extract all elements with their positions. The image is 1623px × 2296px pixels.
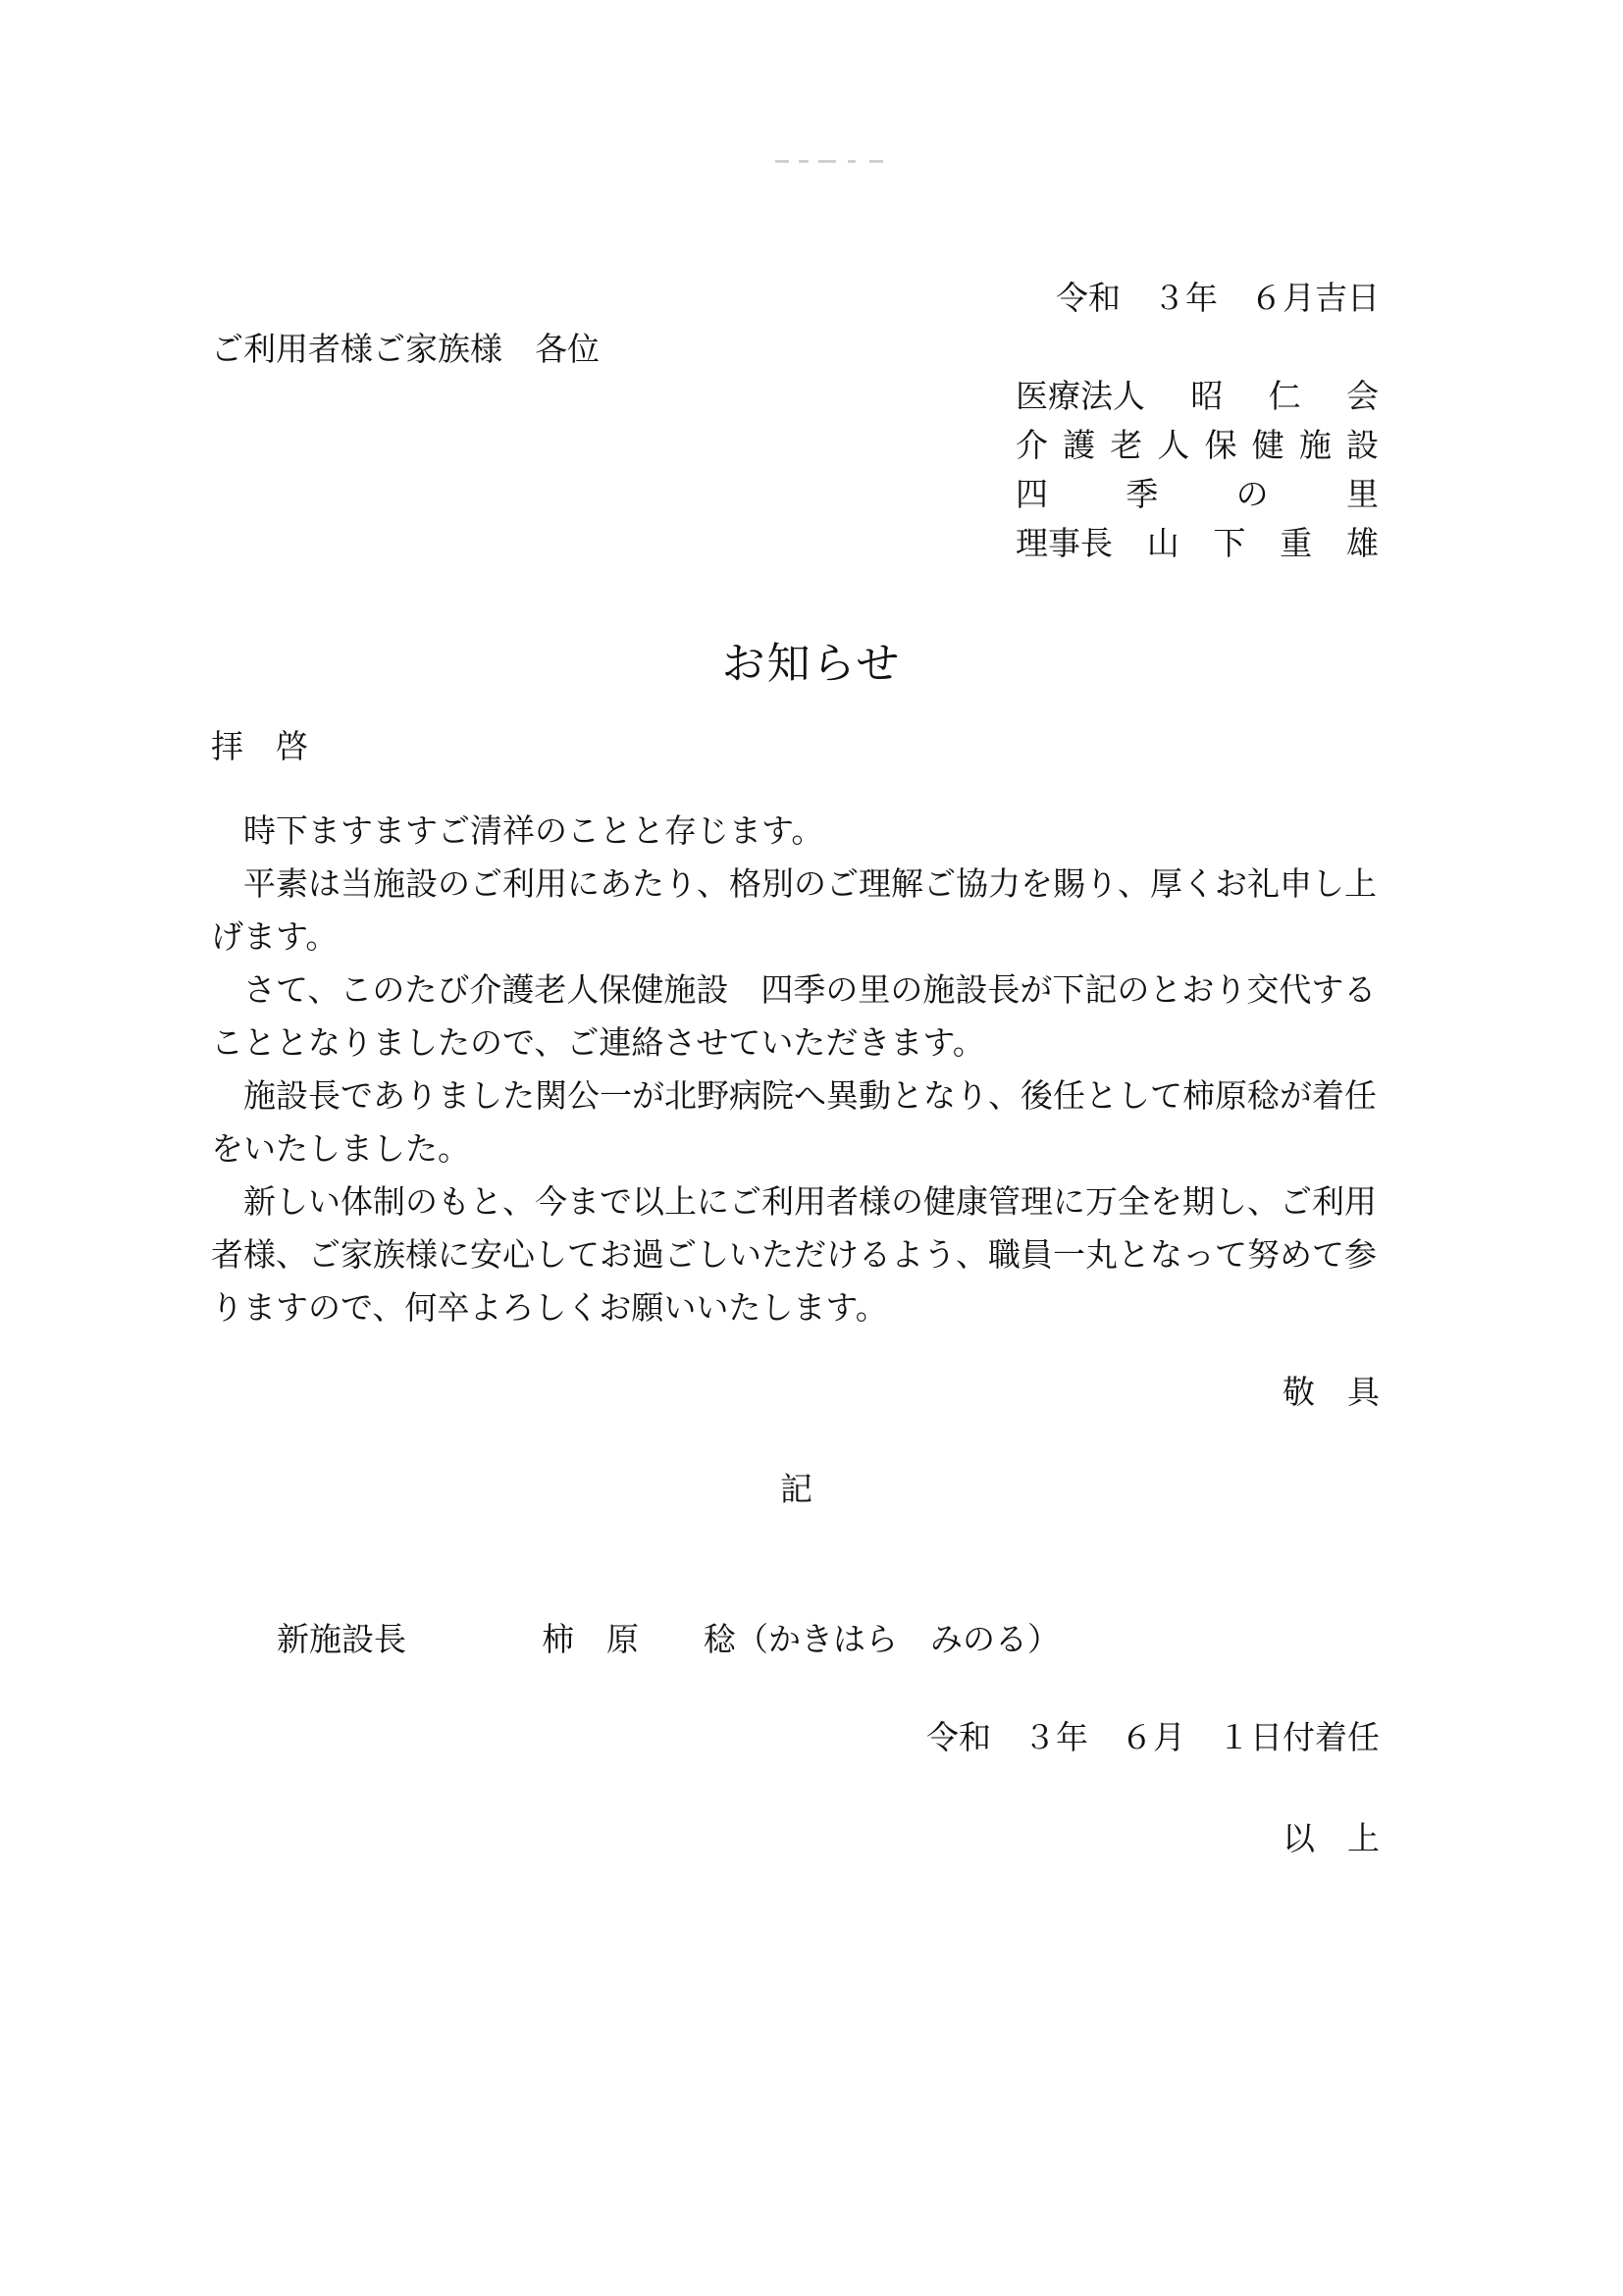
sender-chairman-title: 理事長 <box>1016 524 1113 562</box>
ki-heading: 記 <box>780 1470 812 1508</box>
sender-facility-char: 健 <box>1251 426 1284 464</box>
closing: 敬 具 <box>1283 1373 1380 1411</box>
sender-org-part: 会 <box>1345 377 1379 415</box>
new-director-name: 柿 原 稔（かきはら みのる） <box>542 1620 1060 1658</box>
sender-chairman-char: 重 <box>1280 524 1313 562</box>
sender-chairman-char: 山 <box>1146 524 1179 562</box>
body-paragraph: 時下ますますご清祥のことと存じます。 <box>243 811 824 850</box>
sender-organization <box>1016 371 1379 418</box>
scan-specks <box>775 157 903 167</box>
body-paragraph: 平素は当施設のご利用にあたり、格別のご理解ご協力を賜り、厚くお礼申し上げます。 <box>211 864 1377 956</box>
sender-facility-name <box>1016 469 1379 516</box>
document-date: 令和 ３年 ６月吉日 <box>1056 279 1380 317</box>
sender-facility-char: 介 <box>1016 426 1048 464</box>
sender-facility-name-char: の <box>1235 475 1269 513</box>
sender-facility-char: 設 <box>1345 426 1379 464</box>
sender-org-part: 昭 <box>1190 377 1224 415</box>
sender-facility-name-char: 四 <box>1016 475 1048 513</box>
sender-facility-name-char: 季 <box>1126 475 1159 513</box>
sender-facility-char: 施 <box>1298 426 1332 464</box>
sender-facility-type <box>1016 420 1379 467</box>
ending: 以 上 <box>1283 1819 1380 1857</box>
sender-facility-char: 保 <box>1204 426 1237 464</box>
body-paragraph: 新しい体制のもと、今まで以上にご利用者様の健康管理に万全を期し、ご利用者様、ご家族様に安心してお過ごしいただけるよう、職員一丸となって努めて参りますので、何卒よろしくお願いいたします。 <box>211 1182 1377 1327</box>
document-title: お知らせ <box>721 639 902 689</box>
sender-chairman-char: 雄 <box>1346 524 1379 562</box>
sender-facility-char: 護 <box>1063 426 1096 464</box>
sender-chairman-char: 下 <box>1213 524 1246 562</box>
sender-facility-name-char: 里 <box>1345 475 1379 513</box>
sender-org-part: 仁 <box>1268 377 1301 415</box>
recipient: ご利用者様ご家族様 各位 <box>211 330 600 368</box>
body-text <box>211 805 1388 1334</box>
body-paragraph: 施設長でありました関公一が北野病院へ異動となり、後任として柿原稔が着任をいたしました。 <box>211 1076 1377 1168</box>
sender-facility-char: 人 <box>1157 426 1190 464</box>
appointment-date: 令和 ３年 ６月 １日付着任 <box>926 1718 1380 1756</box>
sender-org-part: 医療法人 <box>1016 377 1145 415</box>
body-paragraph: さて、このたび介護老人保健施設 四季の里の施設長が下記のとおり交代することとなりましたので、ご連絡させていただきます。 <box>211 970 1377 1062</box>
sender-facility-char: 老 <box>1110 426 1143 464</box>
sender-chairman <box>1016 518 1379 565</box>
salutation: 拝 啓 <box>211 727 308 765</box>
new-director-label: 新施設長 <box>277 1620 406 1658</box>
